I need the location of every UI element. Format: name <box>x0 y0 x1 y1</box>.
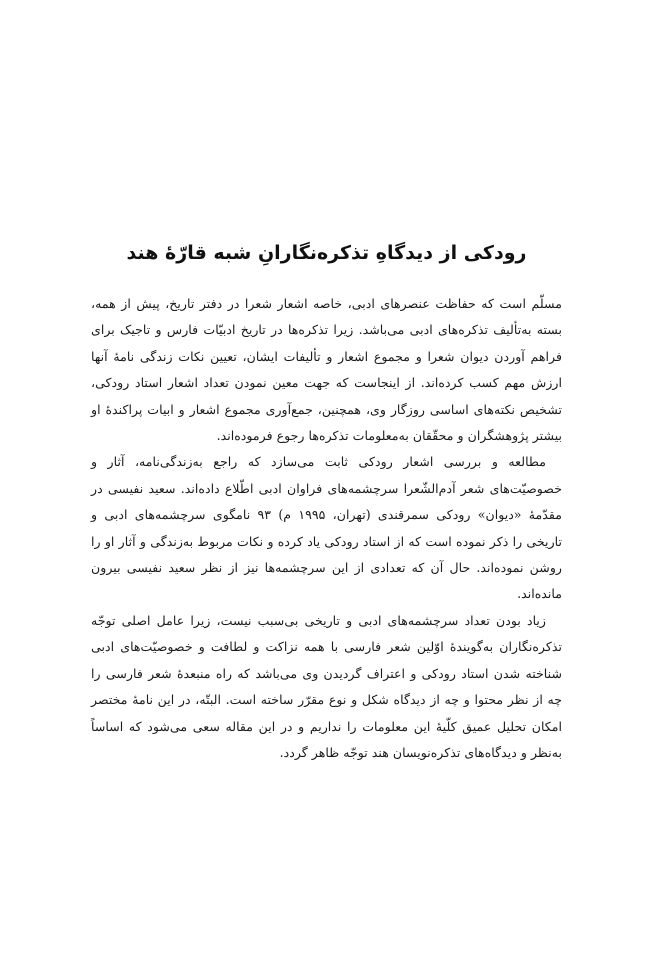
paragraph-2: مطالعه و بررسی اشعار رودکی ثابت می‌سازد که راجع به‌زندگی‌نامه، آثار و خصوصیّت‌های شعر آدم‌الشّعرا سرچشمه‌های فراوان ادبی اطّلاع داده‌اند. سعید نفیسی در مقدّمهٔ «دیوان» رودکی سمرقندی (تهران، ۱۹۹۵ م) ۹۳ نامگوی سرچشمه‌های ادبی و تاریخی را ذکر نموده است که از استاد رودکی یاد کرده و نکات مربوط به‌زندگی و آثار او را روشن نموده‌اند. حال آن که تعدادی از این سرچشمه‌ها نیز از نظر سعید نفیسی بیرون مانده‌اند. <box>91 454 563 602</box>
paragraph-3: زیاد بودن تعداد سرچشمه‌های ادبی و تاریخی بی‌سبب نیست، زیرا عامل اصلی توجّه تذکره‌نگاران به‌گویندهٔ اوّلین شعر فارسی با همه نزاکت و لطافت و خصوصیّت‌های ادبی شناخته شدن استاد رودکی و اعتراف گردیدن وی می‌باشد که راه منبعدهٔ شعر فارسی را چه از نظر محتوا و چه از دیدگاه شکل و نوع مقرّر ساخته است. البتّه، در این نامهٔ مختصر امکان تحلیل عمیق کلّیهٔ این معلومات را نداریم و در این مقاله سعی می‌شود که اساساً به‌نظر و دیدگاه‌های تذکره‌نویسان هند توجّه ظاهر گردد. <box>91 612 562 760</box>
article-body <box>91 291 562 766</box>
article-title: رودکی از دیدگاهِ تذکره‌نگارانِ شبه قارّهٔ هند <box>126 242 527 264</box>
paragraph-1: مسلّم است که حفاظت عنصرهای ادبی، خاصه اشعار شعرا در دفتر تاریخ، پیش از همه، بسته به‌تألیف تذکره‌های ادبی می‌باشد. زیرا تذکره‌ها در تاریخ ادبیّات فارس و تاجیک برای فراهم آوردن دیوان شعرا و مجموع اشعار و تألیفات ایشان، تعیین نکات زندگی نامهٔ آنها ارزش مهم کسب کرده‌اند. از اینجاست که جهت معین نمودن تعداد اشعار استاد رودکی، تشخیص نکته‌های اساسی روزگار وی، همچنین، جمع‌آوری مجموع اشعار و ابیات پراکندهٔ او بیشتر پژوهشگران و محقّقان به‌معلومات تذکره‌ها رجوع فرموده‌اند. <box>91 296 562 444</box>
